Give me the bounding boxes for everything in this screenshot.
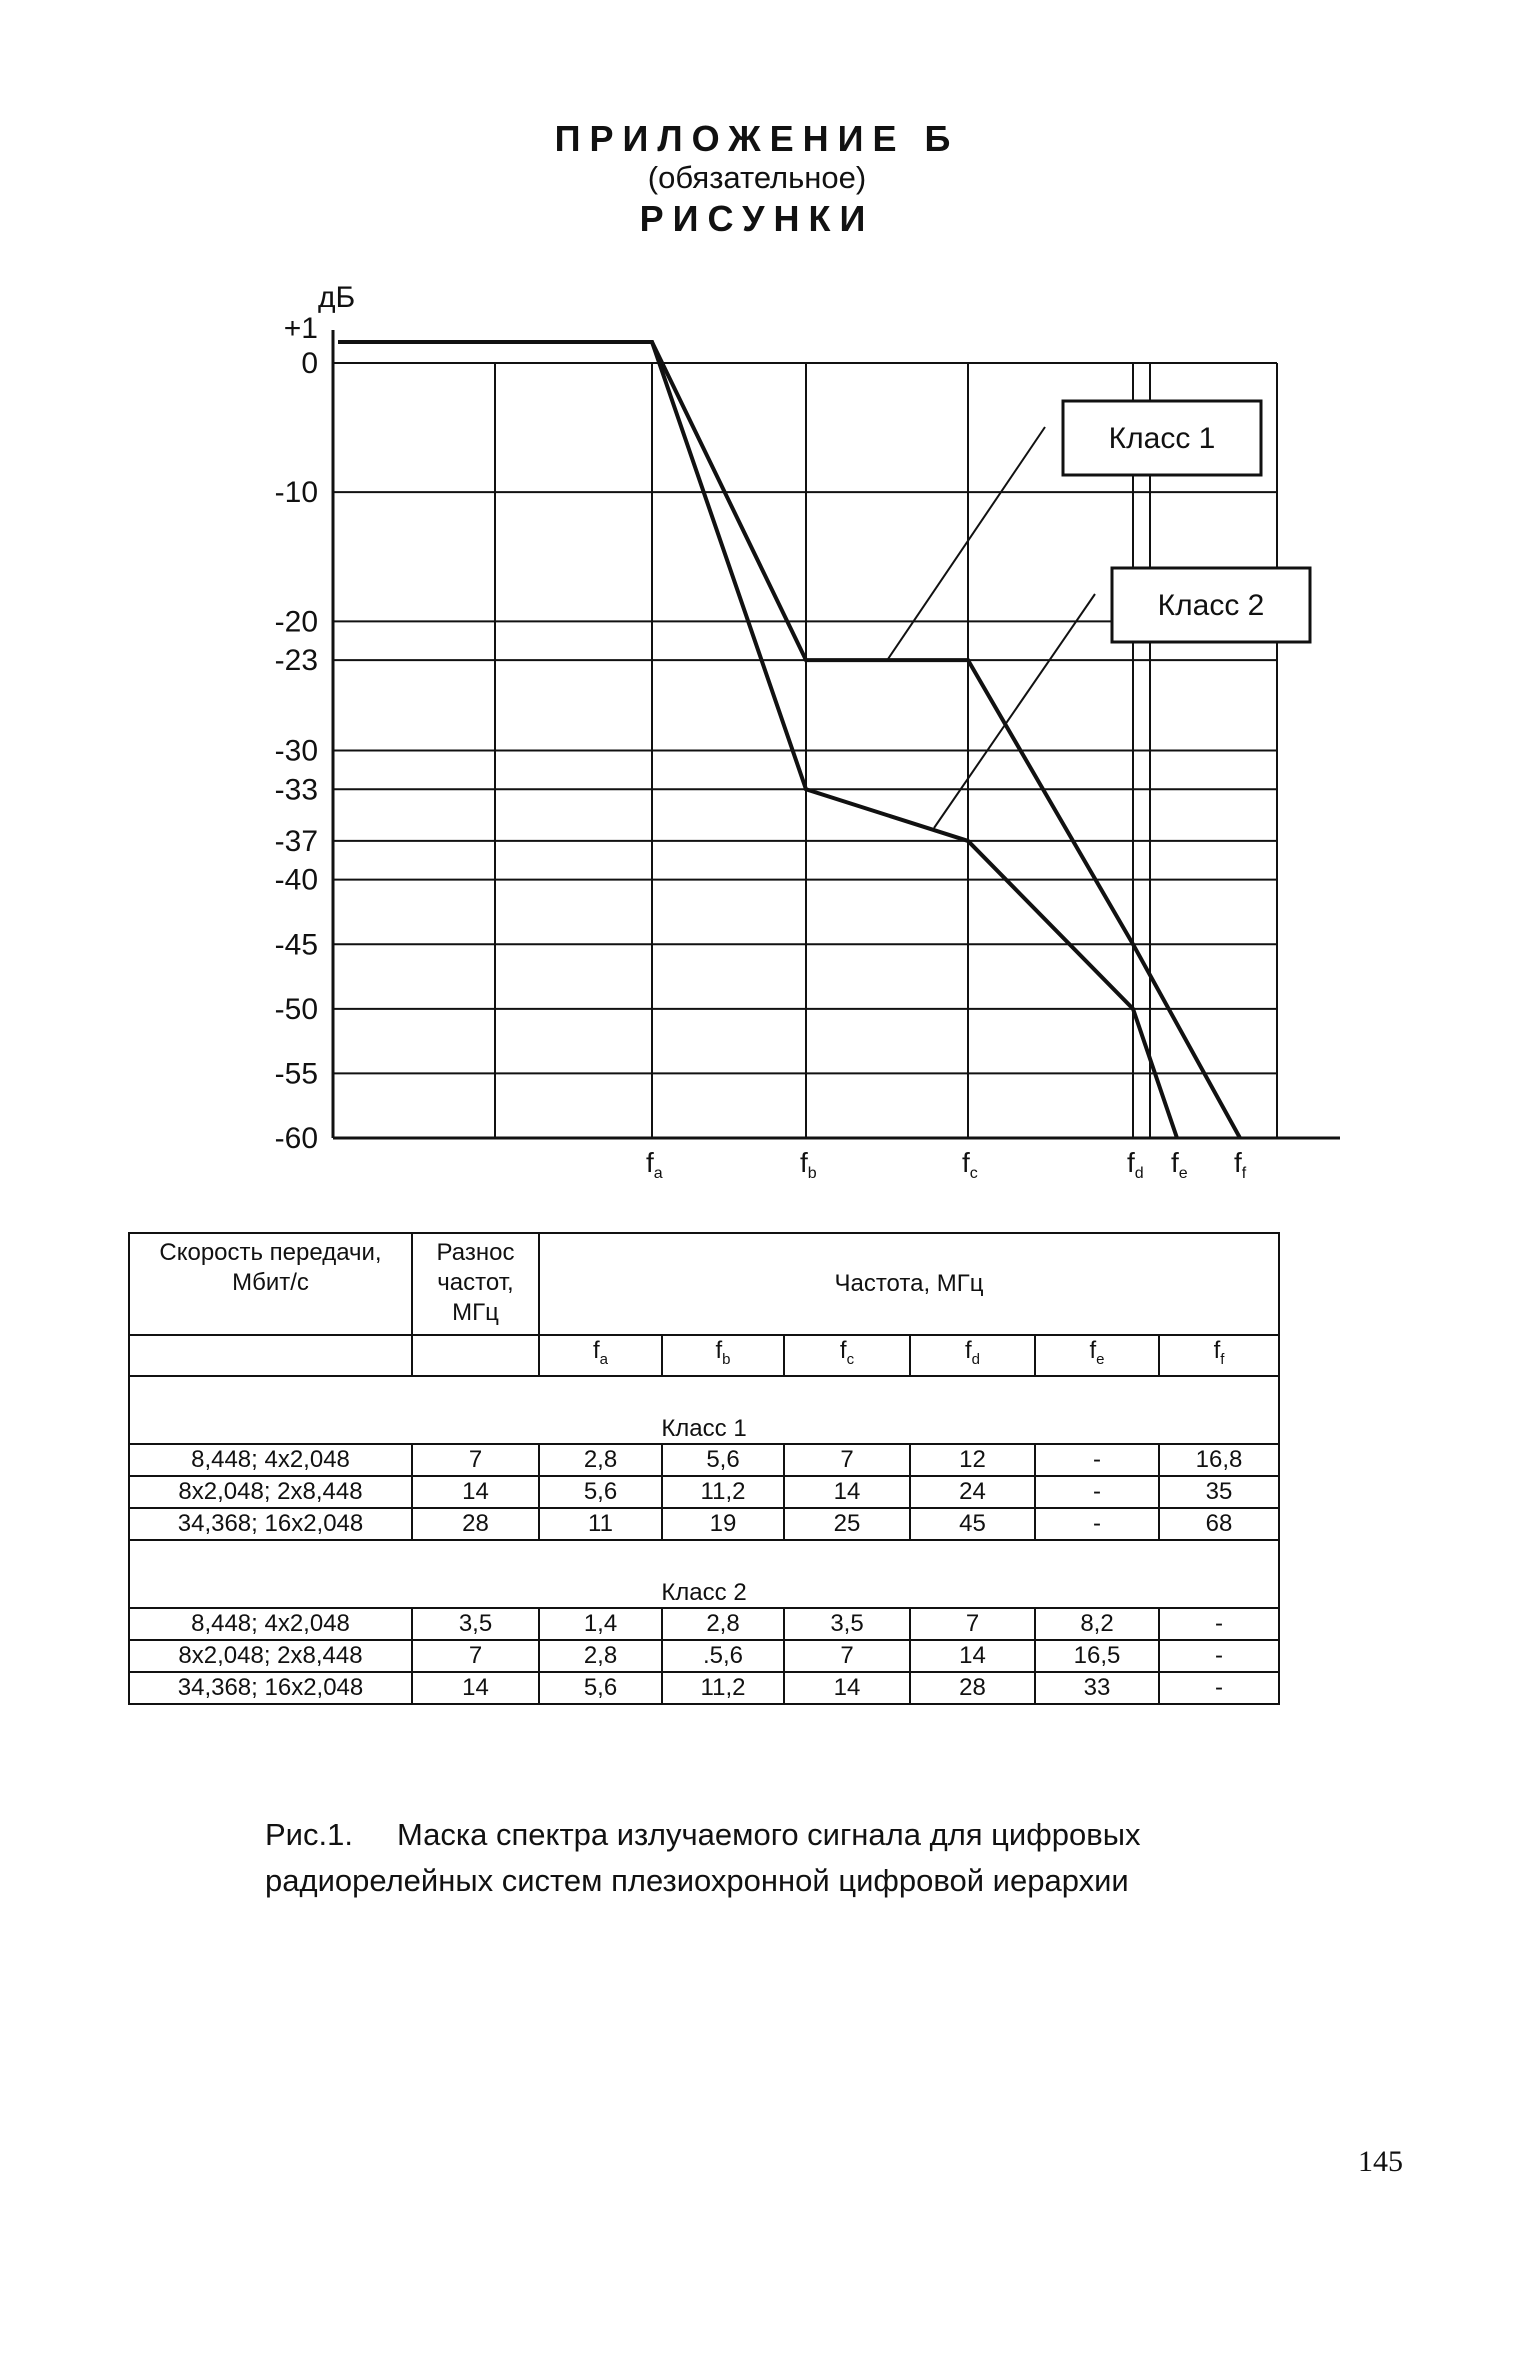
table-cell: 8,2	[1035, 1608, 1159, 1640]
y-tick-label: -40	[274, 863, 318, 897]
frequency-table	[128, 1232, 1280, 1705]
x-axis	[646, 1147, 1247, 1182]
table-cell: 8x2,048; 2x8,448	[129, 1640, 412, 1672]
header-freq-c: $f_c$	[784, 1335, 910, 1376]
table-cell: 14	[784, 1672, 910, 1704]
header-spacing-empty	[412, 1335, 539, 1376]
legend-leader-class-1	[888, 427, 1045, 659]
legend-leader-class-2	[934, 594, 1095, 828]
appendix-subtitle: (обязательное)	[647, 160, 867, 195]
legend-label-class-2: Класс 2	[1157, 589, 1265, 622]
table-cell: 34,368; 16x2,048	[129, 1508, 412, 1540]
table-cell: 5,6	[539, 1476, 662, 1508]
header-freq-b: $f_b$	[662, 1335, 784, 1376]
table-cell: 8,448; 4x2,048	[129, 1608, 412, 1640]
page-number: 145	[1358, 2145, 1403, 2178]
table-cell: 14	[910, 1640, 1035, 1672]
y-tick-label: -60	[274, 1122, 318, 1155]
table-cell: 7	[412, 1444, 539, 1476]
table-cell: 5,6	[539, 1672, 662, 1704]
section-title: РИСУНКИ	[639, 198, 875, 239]
table-row	[129, 1508, 1279, 1540]
y-tick-label: -23	[274, 644, 318, 678]
header-speed-empty	[129, 1335, 412, 1376]
table-cell: 34,368; 16x2,048	[129, 1672, 412, 1704]
table-cell: 19	[662, 1508, 784, 1540]
table-cell: 2,8	[539, 1640, 662, 1672]
table-row	[129, 1476, 1279, 1508]
table-cell: 7	[784, 1640, 910, 1672]
table-row	[129, 1608, 1279, 1640]
table-cell: 1,4	[539, 1608, 662, 1640]
table-cell: 33	[1035, 1672, 1159, 1704]
table-cell: 35	[1159, 1476, 1279, 1508]
table-cell: 68	[1159, 1508, 1279, 1540]
table-cell: 2,8	[662, 1608, 784, 1640]
table-cell: 11,2	[662, 1672, 784, 1704]
chart-legend	[888, 401, 1310, 828]
table-cell: .5,6	[662, 1640, 784, 1672]
table-cell: 5,6	[662, 1444, 784, 1476]
table-group-row	[129, 1376, 1279, 1444]
x-tick-label: $f_c$	[962, 1147, 978, 1182]
y-tick-label: -55	[274, 1057, 318, 1091]
table-cell: -	[1035, 1508, 1159, 1540]
table-row	[129, 1640, 1279, 1672]
table-row	[129, 1444, 1279, 1476]
y-tick-label: -20	[274, 605, 318, 639]
table-cell: 16,8	[1159, 1444, 1279, 1476]
y-tick-label: +1	[283, 312, 318, 345]
y-tick-label: 0	[301, 347, 318, 380]
y-tick-label: -10	[274, 476, 318, 510]
caption-line-2: радиорелейных систем плезиохронной цифровой иерархии	[265, 1863, 1129, 1898]
header-freq-a: $f_a$	[539, 1335, 662, 1376]
figure-caption	[265, 1812, 1141, 1904]
table-cell: 45	[910, 1508, 1035, 1540]
table-cell: -	[1159, 1608, 1279, 1640]
caption-line-1: Маска спектра излучаемого сигнала для цифровых	[397, 1817, 1141, 1852]
x-tick-label: $f_e$	[1171, 1147, 1188, 1182]
y-tick-label: -37	[274, 824, 318, 858]
header-speed: Скорость передачи, Мбит/с	[129, 1233, 412, 1335]
caption-label: Рис.1.	[265, 1817, 353, 1852]
table-cell: 14	[412, 1476, 539, 1508]
table-cell: 2,8	[539, 1444, 662, 1476]
y-tick-label: -33	[274, 773, 318, 807]
x-tick-label: $f_b$	[800, 1147, 817, 1182]
group-label-class-1: Класс 1	[129, 1376, 1279, 1444]
y-tick-label: -30	[274, 734, 318, 768]
table-cell: -	[1035, 1444, 1159, 1476]
legend-label-class-1: Класс 1	[1108, 422, 1216, 455]
appendix-title: ПРИЛОЖЕНИЕ Б	[554, 118, 960, 159]
y-axis-label: дБ	[318, 281, 356, 314]
table-cell: 16,5	[1035, 1640, 1159, 1672]
header-freq-d: $f_d$	[910, 1335, 1035, 1376]
table-header-row	[129, 1233, 1279, 1335]
y-tick-label: -45	[274, 928, 318, 962]
table-cell: 14	[412, 1672, 539, 1704]
table-cell: 3,5	[412, 1608, 539, 1640]
x-tick-label: $f_f$	[1234, 1147, 1247, 1182]
table-cell: 7	[412, 1640, 539, 1672]
x-tick-label: $f_a$	[646, 1147, 663, 1182]
table-cell: -	[1159, 1640, 1279, 1672]
table-row	[129, 1672, 1279, 1704]
table-cell: 12	[910, 1444, 1035, 1476]
table-cell: -	[1035, 1476, 1159, 1508]
table-cell: 28	[412, 1508, 539, 1540]
table-cell: 24	[910, 1476, 1035, 1508]
table-cell: 3,5	[784, 1608, 910, 1640]
table-cell: 8x2,048; 2x8,448	[129, 1476, 412, 1508]
table-cell: 7	[910, 1608, 1035, 1640]
table-cell: -	[1159, 1672, 1279, 1704]
y-tick-label: -50	[274, 992, 318, 1026]
table-cell: 11	[539, 1508, 662, 1540]
table-cell: 7	[784, 1444, 910, 1476]
table-cell: 11,2	[662, 1476, 784, 1508]
table-freq-header-row	[129, 1335, 1279, 1376]
header-freq-f: $f_f$	[1159, 1335, 1279, 1376]
header-spacing: Разнос частот, МГц	[412, 1233, 539, 1335]
table-cell: 8,448; 4x2,048	[129, 1444, 412, 1476]
table-cell: 25	[784, 1508, 910, 1540]
header-frequency: Частота, МГц	[539, 1233, 1279, 1335]
table-cell: 14	[784, 1476, 910, 1508]
table-cell: 28	[910, 1672, 1035, 1704]
x-tick-label: $f_d$	[1127, 1147, 1144, 1182]
series-line-class-2	[338, 342, 1177, 1138]
header-freq-e: $f_e$	[1035, 1335, 1159, 1376]
y-axis	[275, 281, 356, 1155]
table-group-row	[129, 1540, 1279, 1608]
group-label-class-2: Класс 2	[129, 1540, 1279, 1608]
